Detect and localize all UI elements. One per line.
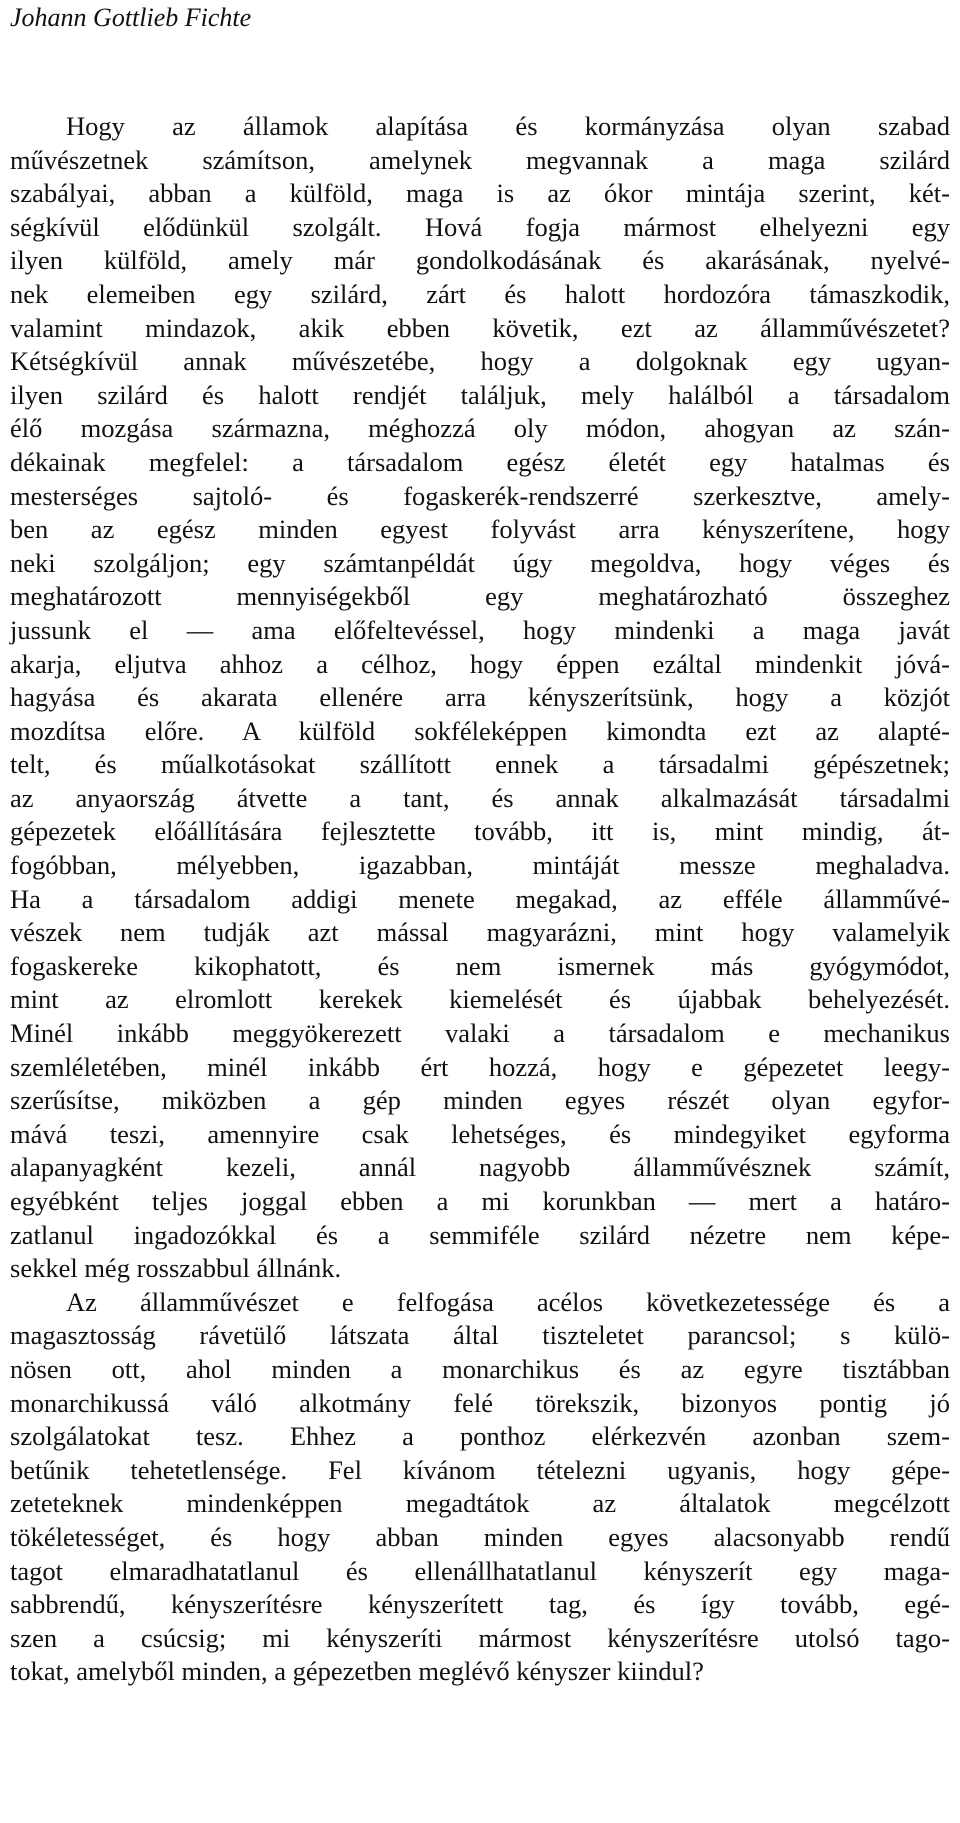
text-line: ilyen szilárd és halott rendjét találjuk, mely halálból a társadalom — [10, 379, 950, 410]
text-line: ilyen külföld, amely már gondolkodásának és akarásának, nyelvé- — [10, 245, 950, 276]
text-line: nösen ott, ahol minden a monarchikus és az egyre tisztábban — [10, 1353, 950, 1384]
running-head: Johann Gottlieb Fichte — [10, 3, 252, 32]
text-line: gépezetek előállítására fejlesztette tovább, itt is, mint mindig, át- — [10, 816, 950, 847]
text-line: tökéletességet, és hogy abban minden egyes alacsonyabb rendű — [10, 1521, 950, 1552]
text-line: szen a csúcsig; mi kényszeríti mármost kényszerítésre utolsó tago- — [10, 1622, 950, 1653]
text-line: Kétségkívül annak művészetébe, hogy a dolgoknak egy ugyan- — [10, 346, 950, 377]
text-line: mává teszi, amennyire csak lehetséges, és mindegyiket egyforma — [10, 1118, 950, 1149]
text-line: mint az elromlott kerekek kiemelését és újabbak behelyezését. — [10, 984, 950, 1015]
text-line: ben az egész minden egyest folyvást arra kényszerítene, hogy — [10, 514, 950, 545]
text-line: zeteteknek mindenképpen megadtátok az általatok megcélzott — [10, 1488, 950, 1519]
text-line: neki szolgáljon; egy számtanpéldát úgy megoldva, hogy véges és — [10, 547, 950, 578]
text-line: fogóbban, mélyebben, igazabban, mintáját messze meghaladva. — [10, 850, 950, 881]
text-line: Ha a társadalom addigi menete megakad, az efféle államművé- — [10, 883, 950, 914]
text-line: telt, és műalkotásokat szállított ennek a társadalmi gépészetnek; — [10, 749, 950, 780]
text-line: egyébként teljes joggal ebben a mi korunkban — mert a határo- — [10, 1186, 950, 1216]
text-line: dékainak megfelel: a társadalom egész életét egy hatalmas és — [10, 446, 950, 477]
text-line: sabbrendű, kényszerítésre kényszerített tag, és így tovább, egé- — [10, 1589, 950, 1620]
text-line: az anyaország átvette a tant, és annak alkalmazását társadalmi — [10, 782, 950, 813]
text-line: tokat, amelyből minden, a gépezetben meglévő kényszer kiindul? — [10, 1656, 704, 1687]
body-text — [10, 110, 950, 1689]
text-line: alapanyagként kezeli, annál nagyobb államművésznek számít, — [10, 1152, 950, 1183]
text-line: Az államművészet e felfogása acélos következetessége és a — [66, 1286, 950, 1317]
text-line: akarja, eljutva ahhoz a célhoz, hogy éppen ezáltal mindenkit jóvá- — [10, 648, 950, 679]
text-line: zatlanul ingadozókkal és a semmiféle szilárd nézetre nem képe- — [10, 1219, 950, 1250]
text-line: monarchikussá váló alkotmány felé törekszik, bizonyos pontig jó — [10, 1387, 950, 1418]
text-line: élő mozgása származna, méghozzá oly módon, ahogyan az szán- — [10, 413, 950, 444]
text-line: hagyása és akarata ellenére arra kényszerítsünk, hogy a közjót — [10, 682, 950, 713]
text-line: meghatározott mennyiségekből egy meghatározható összeghez — [10, 581, 950, 612]
text-line: mozdítsa előre. A külföld sokféleképpen kimondta ezt az alapté- — [10, 715, 950, 746]
text-line: tagot elmaradhatatlanul és ellenállhatatlanul kényszerít egy maga- — [10, 1555, 950, 1586]
text-line: ségkívül elődünkül szolgált. Hová fogja mármost elhelyezni egy — [10, 211, 950, 242]
text-line: szolgálatokat tesz. Ehhez a ponthoz elérkezvén azonban szem- — [10, 1421, 950, 1452]
text-line: Minél inkább meggyökerezett valaki a társadalom e mechanikus — [10, 1018, 950, 1049]
text-line: művészetnek számítson, amelynek megvannak a maga szilárd — [10, 144, 950, 175]
text-line: szerűsítse, miközben a gép minden egyes részét olyan egyfor- — [10, 1085, 950, 1116]
text-line: szemléletében, minél inkább ért hozzá, hogy e gépezetet leegy- — [10, 1051, 950, 1082]
text-line: mesterséges sajtoló- és fogaskerék-rendszerré szerkesztve, amely- — [10, 480, 950, 511]
text-line: Hogy az államok alapítása és kormányzása olyan szabad — [66, 111, 950, 141]
text-line: magasztosság rávetülő látszata által tiszteletet parancsol; s külö- — [10, 1320, 950, 1351]
text-line: fogaskereke kikophatott, és nem ismernek más gyógymódot, — [10, 950, 950, 981]
text-line: betűnik tehetetlensége. Fel kívánom tételezni ugyanis, hogy gépe- — [10, 1454, 950, 1485]
paragraph-2 — [10, 1286, 950, 1689]
text-line: vészek nem tudják azt mással magyarázni, mint hogy valamelyik — [10, 917, 950, 948]
paragraph-1 — [10, 110, 950, 1286]
text-line: jussunk el — ama előfeltevéssel, hogy mindenki a maga javát — [10, 614, 950, 645]
text-line: nek elemeiben egy szilárd, zárt és halott hordozóra támaszkodik, — [10, 278, 950, 309]
text-line: szabályai, abban a külföld, maga is az ókor mintája szerint, két- — [10, 178, 950, 209]
text-line: valamint mindazok, akik ebben követik, ezt az államművészetet? — [10, 312, 950, 343]
text-line: sekkel még rosszabbul állnánk. — [10, 1253, 342, 1284]
